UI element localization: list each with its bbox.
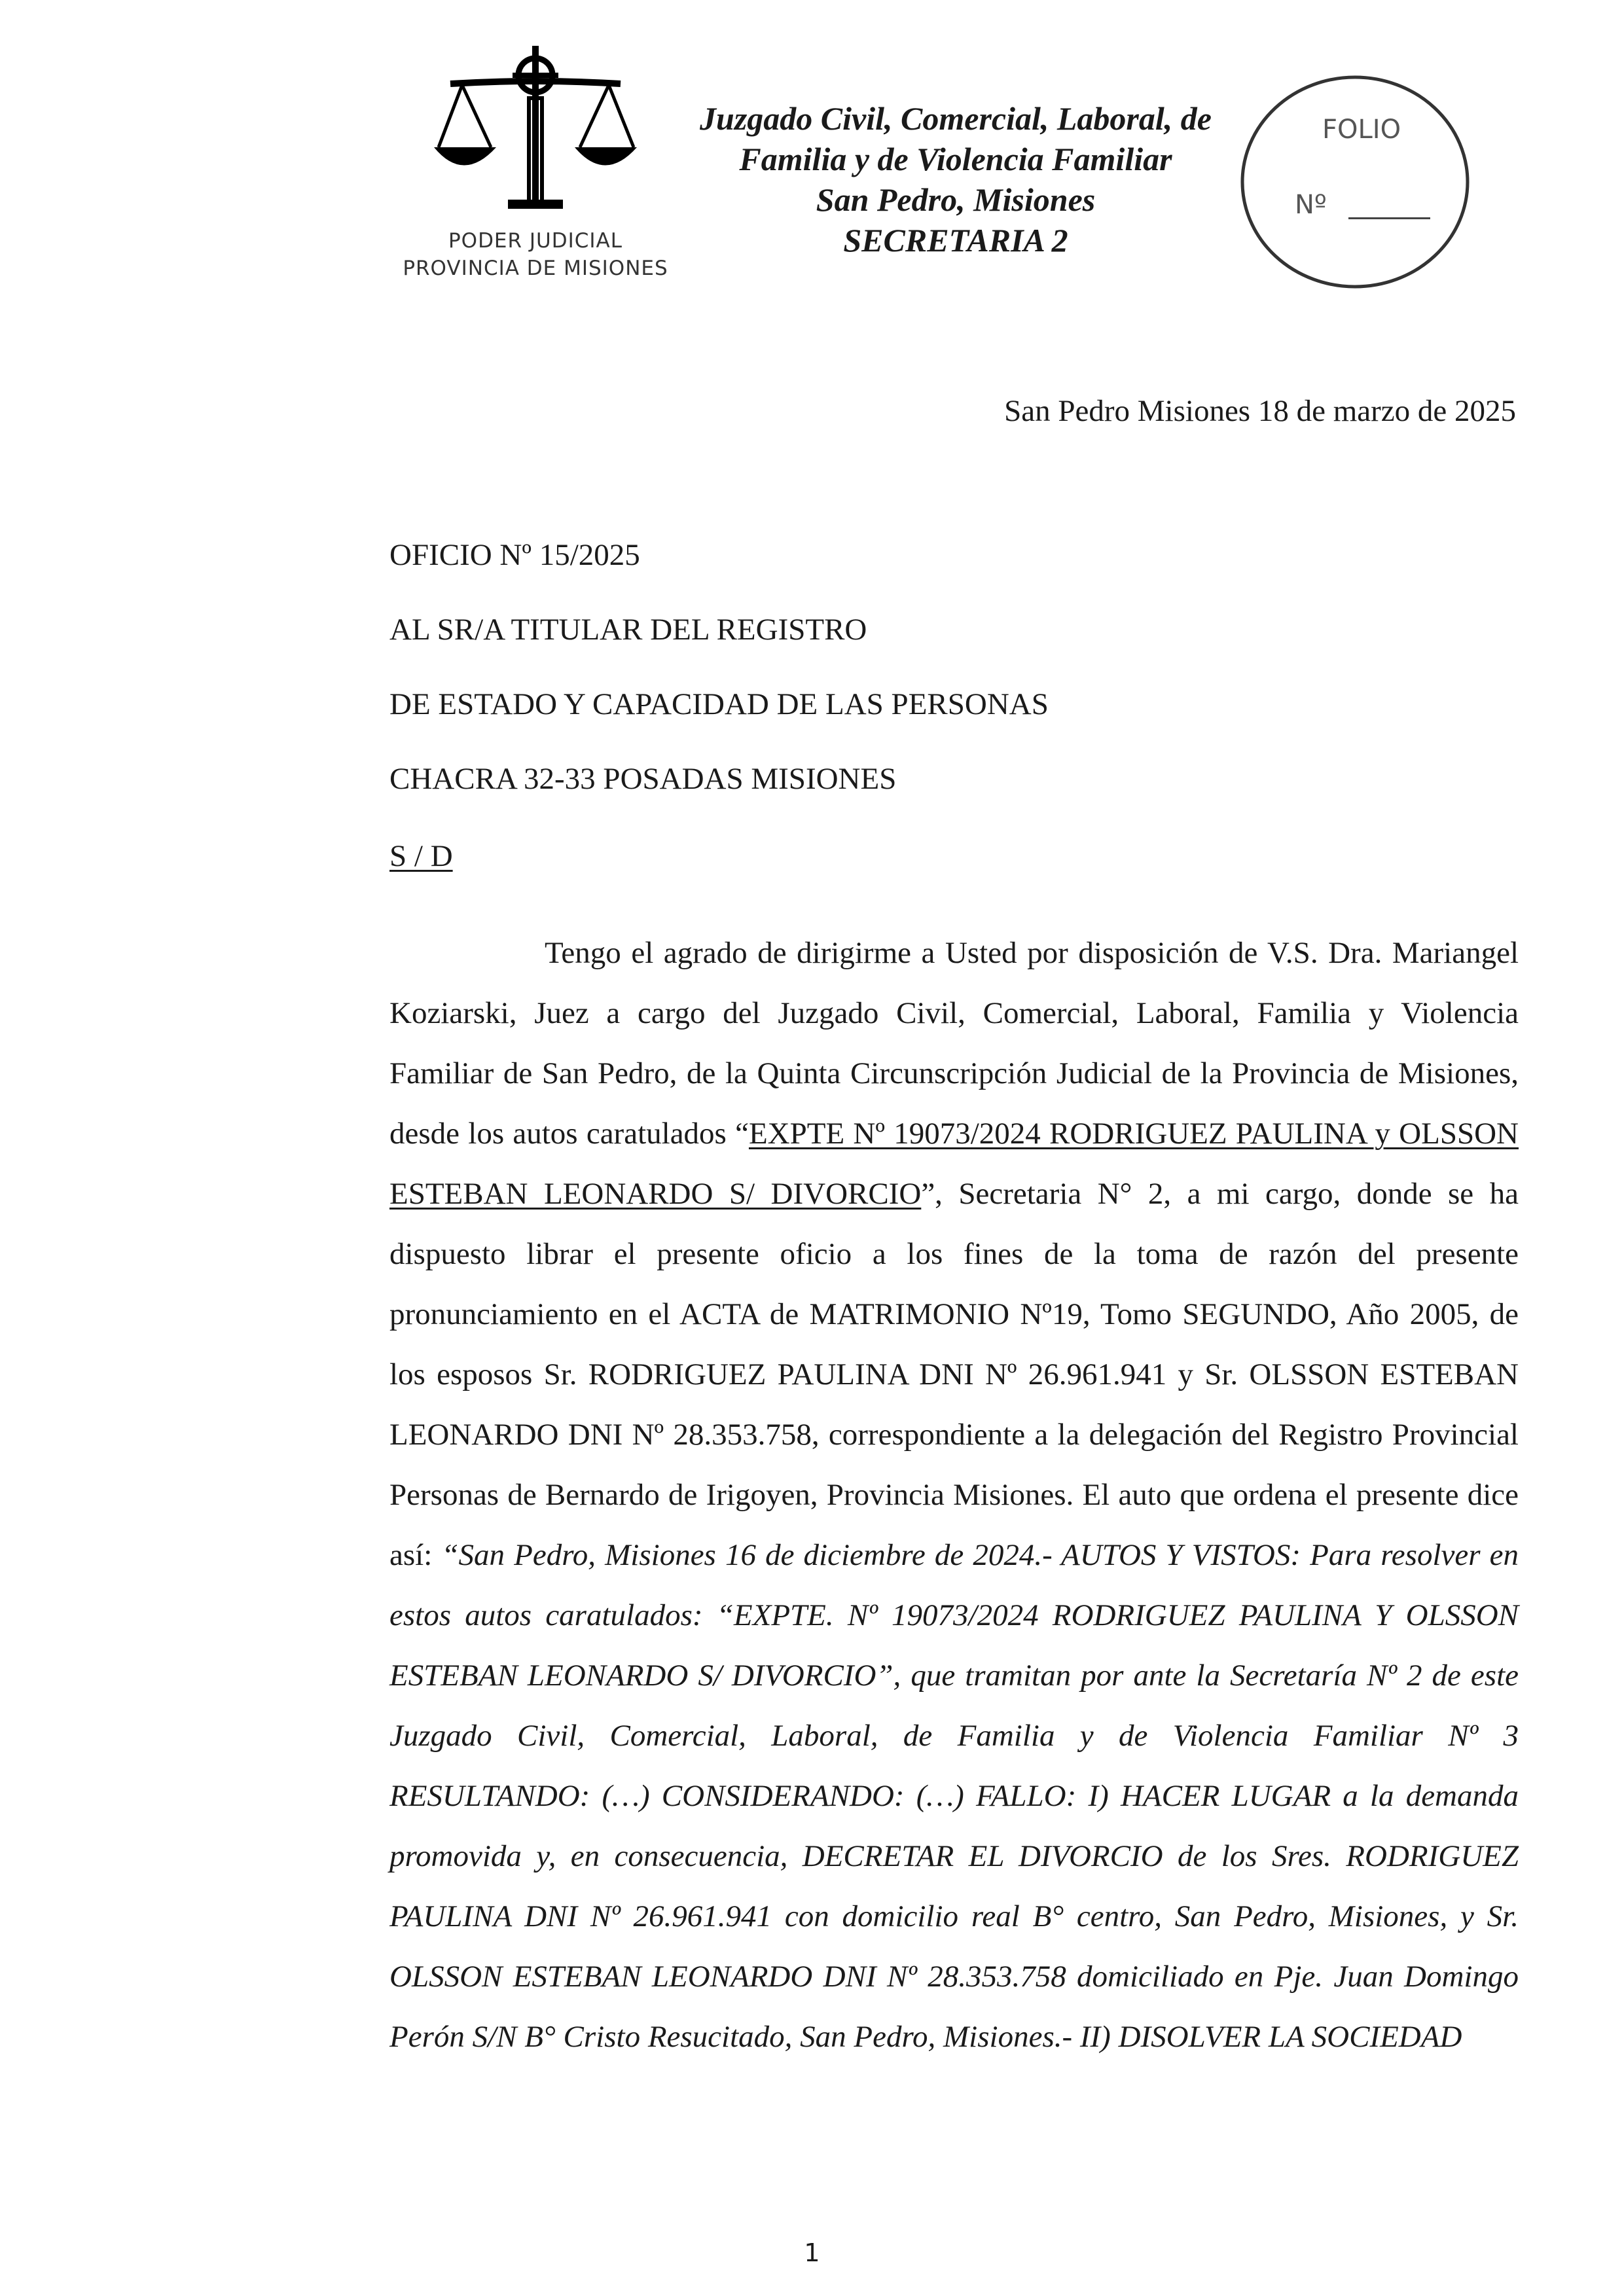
court-line-3: San Pedro, Misiones: [816, 181, 1096, 218]
body-intro: Tengo el agrado de dirigirme a Usted por disposición de V.S. Dra. Mariangel Koziarski, Juez a cargo del Juzgado Civil, Comercial, Laboral, Familia y Violencia Familiar de San Pedro, de la Quinta Circunscripción Judicial de la Provincia de Misiones, desde los autos caratulados “: [389, 936, 1519, 1151]
poder-judicial-logo: [398, 39, 673, 295]
recipient-line-1: AL SR/A TITULAR DEL REGISTRO: [389, 613, 867, 647]
recipient-line-3: CHACRA 32-33 POSADAS MISIONES: [389, 762, 897, 796]
court-header: [655, 98, 1257, 260]
logo-line-2: PROVINCIA DE MISIONES: [403, 257, 668, 280]
page-number: 1: [804, 2238, 820, 2267]
stamp-number-label: Nº: [1295, 190, 1327, 220]
document-date: San Pedro Misiones 18 de marzo de 2025: [1004, 394, 1516, 428]
recipient-line-2: DE ESTADO Y CAPACIDAD DE LAS PERSONAS: [389, 687, 1049, 721]
logo-line-1: PODER JUDICIAL: [448, 229, 623, 253]
folio-stamp: [1237, 72, 1473, 295]
body-paragraph: [389, 923, 1519, 2067]
case-title: EXPTE Nº 19073/2024 RODRIGUEZ PAULINA y OLSSON ESTEBAN LEONARDO S/ DIVORCIO: [389, 1117, 1519, 1211]
scales-of-justice-icon: [431, 39, 640, 216]
stamp-number-blank: [1348, 217, 1430, 219]
body-after-case: ”, Secretaria N° 2, a mi cargo, donde se ha dispuesto librar el presente oficio a los fines de la toma de razón del presente pronunciamiento en el ACTA de MATRIMONIO Nº19, Tomo SEGUNDO, Año 2005, de los esposos Sr. RODRIGUEZ PAULINA DNI Nº 26.961.941 y Sr. OLSSON ESTEBAN LEONARDO DNI Nº 28.353.758, correspondiente a la delegación del Registro Provincial Personas de Bernardo de Irigoyen, Provincia Misiones. El auto que ordena el presente dice así:: [389, 1177, 1519, 1572]
oficio-number: OFICIO Nº 15/2025: [389, 538, 640, 572]
court-line-4: SECRETARIA 2: [843, 222, 1068, 259]
court-order-quote: “San Pedro, Misiones 16 de diciembre de 2024.- AUTOS Y VISTOS: Para resolver en estos autos caratulados: “EXPTE. Nº 19073/2024 RODRIGUEZ PAULINA Y OLSSON ESTEBAN LEONARDO S/ DIVORCIO”, que tramitan por ante la Secretaría Nº 2 de este Juzgado Civil, Comercial, Laboral, de Familia y de Violencia Familiar Nº 3 RESULTANDO: (…) CONSIDERANDO: (…) FALLO: I) HACER LUGAR a la demanda promovida y, en consecuencia, DECRETAR EL DIVORCIO de los Sres. RODRIGUEZ PAULINA DNI Nº 26.961.941 con domicilio real B° centro, San Pedro, Misiones, y Sr. OLSSON ESTEBAN LEONARDO DNI Nº 28.353.758 domiciliado en Pje. Juan Domingo Perón S/N B° Cristo Resucitado, San Pedro, Misiones.- II) DISOLVER LA SOCIEDAD: [389, 1538, 1519, 2054]
letter-body: [389, 923, 1519, 2067]
salutation-sd: S / D: [389, 839, 453, 873]
stamp-circle-icon: [1237, 72, 1473, 295]
stamp-folio-label: FOLIO: [1322, 115, 1401, 145]
court-line-1: Juzgado Civil, Comercial, Laboral, de: [700, 100, 1212, 137]
court-line-2: Familia y de Violencia Familiar: [739, 141, 1172, 177]
